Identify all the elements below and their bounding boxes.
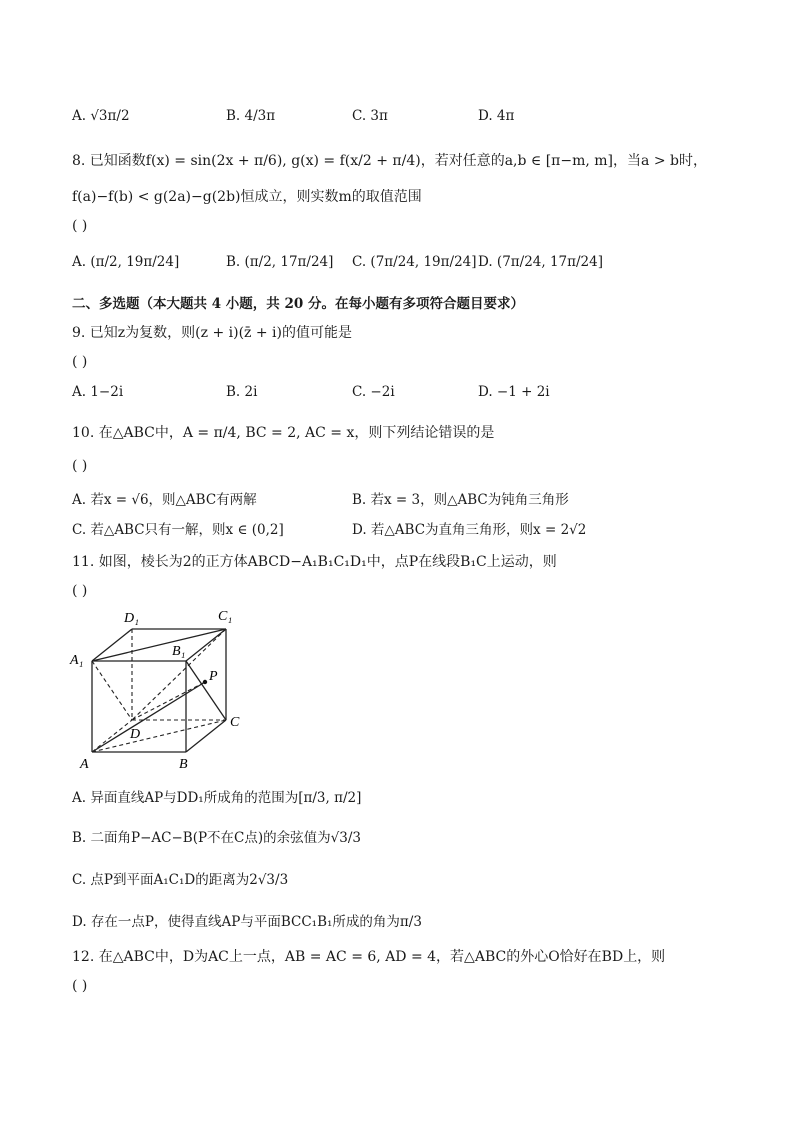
label-c1: C₁ xyxy=(218,609,233,624)
q8-stem-line1: 8. 已知函数f(x) = sin(2x + π/6), g(x) = f(x/2 + π/4)，若对任意的a,b ∈ [π−m, m]，当a > b时， xyxy=(72,153,707,169)
q12-stem: 12. 在△ABC中，D为AC上一点，AB = AC = 6, AD = 4，若△ABC的外心O恰好在BD上，则 xyxy=(72,949,666,965)
q8-option-c: C. (7π/24, 19π/24] xyxy=(352,254,477,270)
q11-option-d: D. 存在一点P，使得直线AP与平面BCC₁B₁所成的角为π/3 xyxy=(72,914,422,930)
q11-option-a: A. 异面直线AP与DD₁所成角的范围为[π/3, π/2] xyxy=(72,790,362,806)
label-d: D xyxy=(130,727,141,742)
q9-option-b: B. 2i xyxy=(226,384,258,400)
label-b1: B₁ xyxy=(172,644,186,659)
q10-option-d: D. 若△ABC为直角三角形，则x = 2√2 xyxy=(352,522,587,538)
label-a1: A₁ xyxy=(70,653,84,668)
hidden-segment-dp xyxy=(132,682,205,720)
q8-option-d: D. (7π/24, 17π/24] xyxy=(478,254,604,270)
label-a: A xyxy=(80,757,89,772)
q10-stem: 10. 在△ABC中，A = π/4, BC = 2, AC = x，则下列结论错误的是 xyxy=(72,425,495,441)
q10-option-a: A. 若x = √6，则△ABC有两解 xyxy=(72,492,257,508)
q11-answer-paren: ( ) xyxy=(72,583,88,599)
q7-option-c: C. 3π xyxy=(352,108,388,124)
q8-answer-paren: ( ) xyxy=(72,218,88,234)
q9-option-c: C. −2i xyxy=(352,384,395,400)
q10-answer-paren: ( ) xyxy=(72,458,88,474)
q9-option-d: D. −1 + 2i xyxy=(478,384,550,400)
q7-option-b: B. 4/3π xyxy=(226,108,276,124)
label-c: C xyxy=(230,715,240,730)
q7-option-d: D. 4π xyxy=(478,108,515,124)
q11-option-c: C. 点P到平面A₁C₁D的距离为2√3/3 xyxy=(72,872,289,888)
q9-stem: 9. 已知z为复数，则(z + i)(z̄ + i)的值可能是 xyxy=(72,325,352,341)
q9-answer-paren: ( ) xyxy=(72,354,88,370)
q8-stem-line2: f(a)−f(b) < g(2a)−g(2b)恒成立，则实数m的取值范围 xyxy=(72,189,422,205)
cube-figure xyxy=(66,602,256,774)
q11-stem: 11. 如图，棱长为2的正方体ABCD−A₁B₁C₁D₁中，点P在线段B₁C上运动，则 xyxy=(72,554,557,570)
edge-bc xyxy=(186,720,226,752)
section-title-multi-choice: 二、多选题（本大题共 4 小题，共 20 分。在每小题有多项符合题目要求） xyxy=(72,296,524,312)
q11-option-b: B. 二面角P−AC−B(P不在C点)的余弦值为√3/3 xyxy=(72,830,361,846)
point-p-dot xyxy=(203,680,207,684)
hidden-segment-a1d xyxy=(92,661,132,720)
q10-option-c: C. 若△ABC只有一解，则x ∈ (0,2] xyxy=(72,522,284,538)
label-d1: D₁ xyxy=(124,611,139,626)
segment-ap xyxy=(92,682,205,752)
q8-option-b: B. (π/2, 17π/24] xyxy=(226,254,334,270)
label-p: P xyxy=(209,669,218,684)
q10-option-b: B. 若x = 3，则△ABC为钝角三角形 xyxy=(352,492,569,508)
hidden-edge-ad xyxy=(92,720,132,752)
label-b: B xyxy=(179,757,188,772)
q8-option-a: A. (π/2, 19π/24] xyxy=(72,254,180,270)
q9-option-a: A. 1−2i xyxy=(72,384,124,400)
q7-option-a: A. √3π/2 xyxy=(72,108,130,124)
q12-answer-paren: ( ) xyxy=(72,978,88,994)
